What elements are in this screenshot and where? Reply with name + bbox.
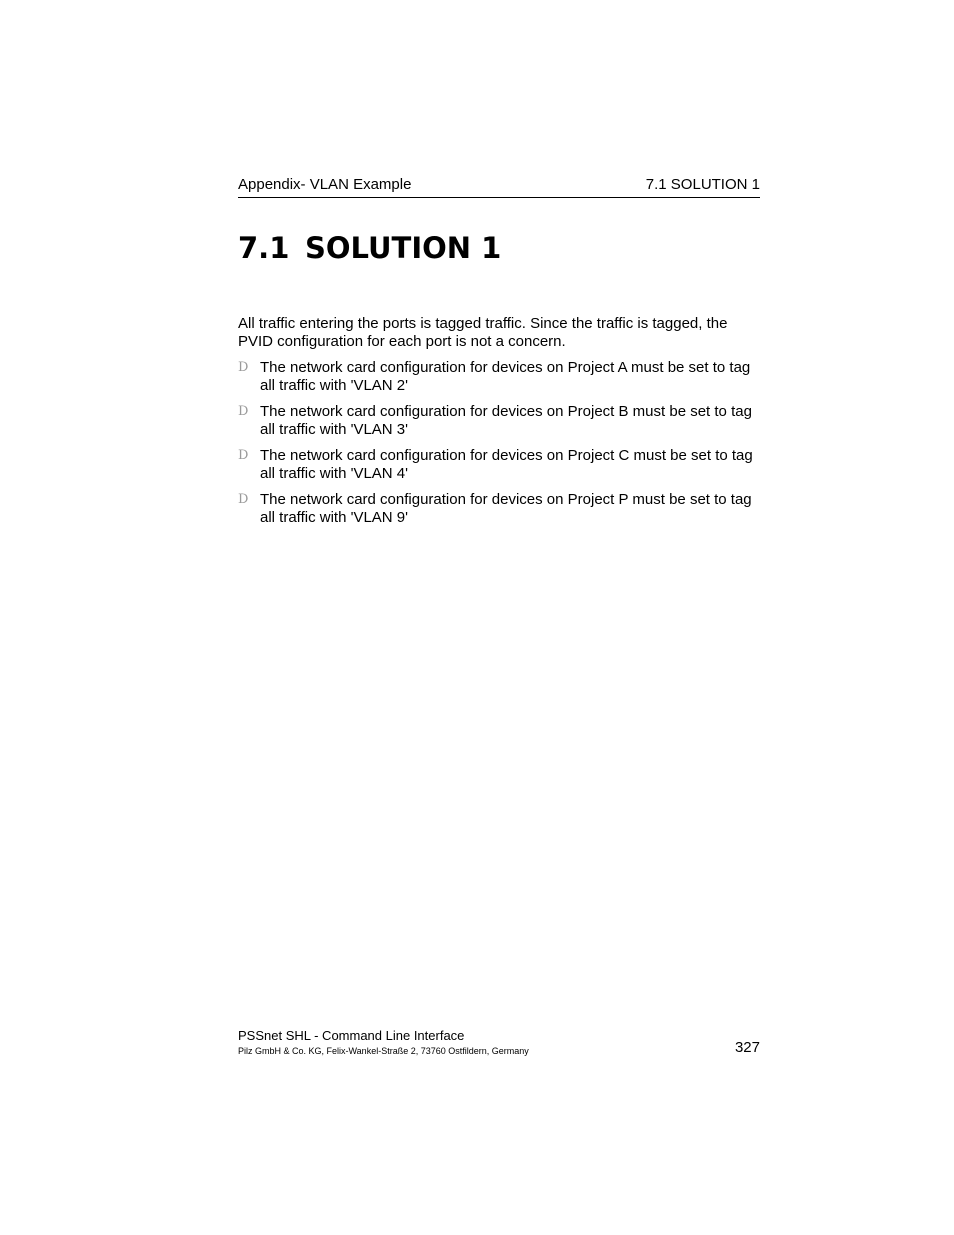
intro-paragraph — [238, 315, 768, 351]
page-number: 327 — [734, 1039, 760, 1056]
header-section-title: 7.1 SOLUTION 1 — [645, 176, 760, 193]
list-item-line: The network card configuration for devices on Project B must be set to tag — [260, 403, 752, 420]
bullet-marker: D — [238, 404, 249, 419]
list-item-line: all traffic with 'VLAN 2' — [260, 377, 409, 394]
footer-address: Pilz GmbH & Co. KG, Felix-Wankel-Straße 2, 73760 Ostfildern, Germany — [238, 1046, 529, 1056]
header-chapter-title: Appendix- VLAN Example — [238, 176, 412, 193]
intro-line: All traffic entering the ports is tagged traffic. Since the traffic is tagged, the — [238, 315, 728, 332]
list-item — [238, 403, 768, 439]
list-item-line: all traffic with 'VLAN 9' — [260, 509, 409, 526]
list-item — [238, 447, 768, 483]
list-item — [238, 491, 768, 527]
list-item-line: The network card configuration for devices on Project P must be set to tag — [260, 491, 752, 508]
footer-document-title: PSSnet SHL - Command Line Interface — [238, 1028, 465, 1043]
section-heading — [238, 229, 501, 267]
bullet-marker: D — [238, 492, 249, 507]
bullet-marker: D — [238, 448, 249, 463]
list-item — [238, 359, 768, 395]
list-item-line: The network card configuration for devices on Project C must be set to tag — [260, 447, 753, 464]
page-footer — [238, 1028, 760, 1064]
bullet-marker: D — [238, 360, 249, 375]
list-item-line: The network card configuration for devices on Project A must be set to tag — [260, 359, 751, 376]
bullet-list — [238, 359, 768, 527]
list-item-line: all traffic with 'VLAN 3' — [260, 421, 409, 438]
intro-line: PVID configuration for each port is not a concern. — [238, 333, 566, 350]
body-content — [238, 315, 768, 535]
running-header — [238, 175, 760, 198]
section-title-text: SOLUTION 1 — [305, 231, 502, 265]
section-number: 7.1 — [238, 231, 290, 265]
list-item-line: all traffic with 'VLAN 4' — [260, 465, 409, 482]
